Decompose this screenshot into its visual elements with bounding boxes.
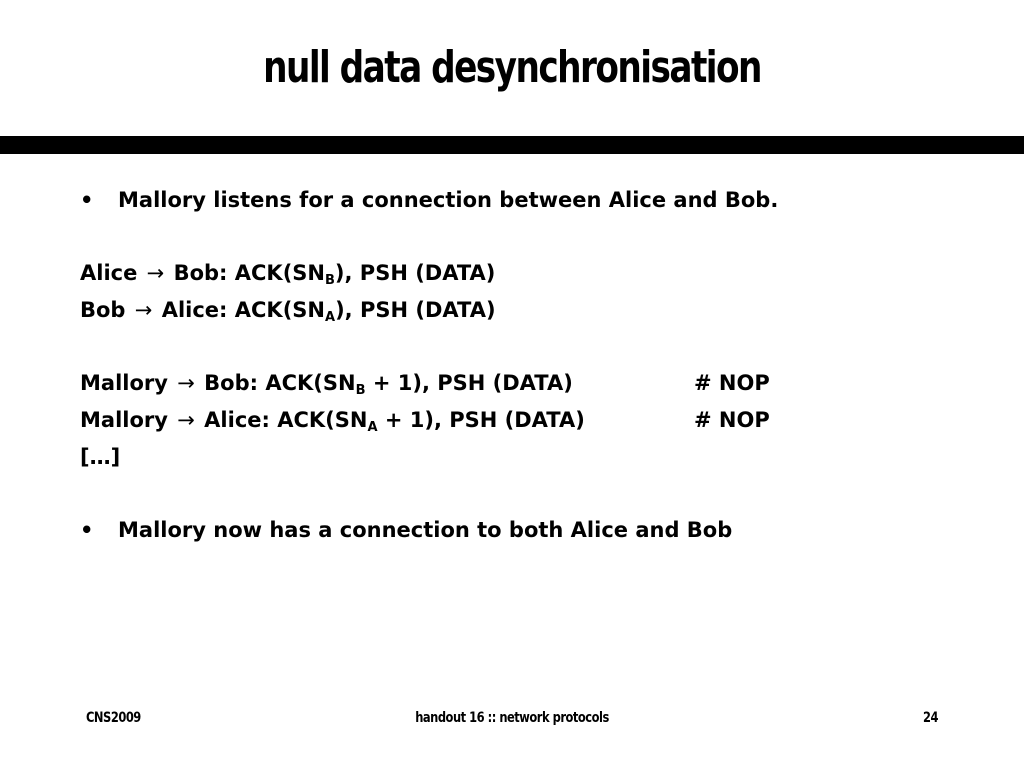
- message-line: [80, 255, 1000, 292]
- footer-course: CNS2009: [86, 710, 141, 726]
- message-line: [80, 402, 1000, 439]
- message-text: [80, 292, 496, 329]
- message-suffix: + 1), PSH (DATA): [365, 371, 573, 395]
- message-suffix: ), PSH (DATA): [335, 298, 496, 322]
- slide-body: [80, 182, 1000, 549]
- sequence-subscript: A: [367, 420, 378, 435]
- sender: Mallory: [80, 371, 168, 395]
- bullet-item: [80, 182, 1000, 219]
- message-suffix: + 1), PSH (DATA): [377, 408, 585, 432]
- bullet-item: [80, 512, 1000, 549]
- spacer: [80, 219, 1000, 255]
- sequence-subscript: B: [355, 383, 366, 398]
- sender: Bob: [80, 298, 126, 322]
- bullet-marker: •: [80, 518, 94, 542]
- bullet-marker: •: [80, 188, 94, 212]
- arrow-icon: →: [146, 261, 165, 285]
- ellipsis-line: […]: [80, 445, 121, 469]
- footer-handout: handout 16 :: network protocols: [415, 710, 609, 726]
- sequence-subscript: B: [325, 273, 335, 288]
- sequence-subscript: A: [325, 310, 336, 325]
- message-comment: # NOP: [694, 371, 770, 395]
- spacer: [80, 476, 1000, 512]
- bullet-text: Mallory listens for a connection between Alice and Bob.: [118, 188, 779, 212]
- slide-title: null data desynchronisation: [263, 42, 761, 93]
- sender: Mallory: [80, 408, 168, 432]
- message-body: Alice: ACK(SN: [204, 408, 368, 432]
- message-body: Bob: ACK(SN: [204, 371, 356, 395]
- message-text: [80, 365, 694, 402]
- title-divider: [0, 136, 1024, 154]
- page-number: 24: [922, 710, 938, 726]
- bullet-text: Mallory now has a connection to both Alice and Bob: [118, 518, 733, 542]
- sender: Alice: [80, 261, 138, 285]
- message-line: [80, 292, 1000, 329]
- arrow-icon: →: [177, 371, 195, 395]
- arrow-icon: →: [177, 408, 195, 432]
- message-suffix: ), PSH (DATA): [334, 261, 496, 285]
- arrow-icon: →: [134, 298, 153, 322]
- message-text: [80, 402, 694, 439]
- message-text: [80, 255, 495, 292]
- message-comment: # NOP: [694, 408, 770, 432]
- spacer: [80, 329, 1000, 365]
- message-body: Alice: ACK(SN: [161, 298, 325, 322]
- message-line: [80, 365, 1000, 402]
- message-body: Bob: ACK(SN: [173, 261, 325, 285]
